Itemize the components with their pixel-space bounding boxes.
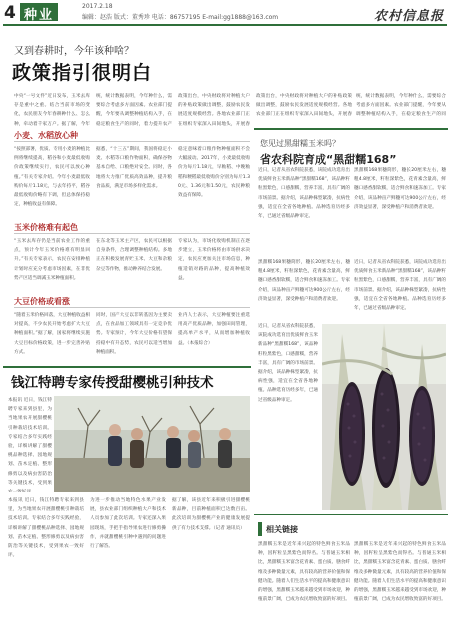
masthead bbox=[0, 0, 450, 26]
related-rule bbox=[254, 514, 448, 515]
related-col1: 黑甜糯玉米是近年来兴起的特色鲜食玉米品种，因籽粒呈黑紫色而得名。与普通玉米相比，黑甜糯玉米富含花青素、蛋白质、膳食纤维及多种微量元素，具有较高的营养价值和保健功能。随着人们生活水平的提高和健康意识的增强，黑甜糯玉米越来越受到市场欢迎，种植前景广阔，已成为农民增收致富的好项目。 bbox=[258, 542, 350, 603]
corn-photo bbox=[322, 324, 446, 510]
lead2-col1: 本报讯 近日，钱江特聘专家来到县里，为当地果农开展甜樱桃引种栽培技术培训。专家结合多年实践经验，详细讲解了甜樱桃品种选择、园地规划、苗木定植、整形修剪以及病虫害防治等关键技术，受到果农一致好评。 bbox=[8, 498, 84, 559]
lead2-col3: 据了解，该县近年来积极引进甜樱桃新品种，目前种植面积已达数百亩。此次培训为甜樱桃产业的健康发展提供了有力技术支撑。（记者 通讯员） bbox=[172, 498, 250, 531]
issue-editors: 编辑：赵浩 版式：董秀珍 电话：86757195 E-mail:gg1888@163.com bbox=[82, 14, 279, 21]
lead-col5: 统，统计数据表明，今年种什么，需要综合考虑多方面因素。农业部门提醒，今年要从调整种植结构入手，在稳定粮食生产的同 bbox=[356, 94, 446, 118]
feature-kicker: 您见过黑甜糯玉米吗？ bbox=[260, 139, 340, 148]
wheat-col2: 据悉，“十三五”期间，我国将稳定小麦、水稻等口粮作物面积，确保谷物基本自给、口粮绝对安全。同时，各地将大力推广优质高效品种，提升粮食品质，满足市场多样化需求。 bbox=[96, 147, 172, 189]
soy-col1: “随着玉米价格回落，大豆种植收益相对提高，不少农民开始考虑扩大大豆种植面积。”据了解，国家将继续实施大豆目标价格政策，进一步完善补贴方式。 bbox=[14, 313, 90, 355]
lead2-sidecol: 本报讯 近日，钱江特聘专家来到县里，为当地果农开展甜樱桃引种栽培技术培训。专家结合多年实践经验，详细讲解了甜樱桃品种选择、园地规划、苗木定植、整形修剪以及病虫害防治等关键技术，受到果 bbox=[8, 398, 52, 486]
lead-col1: 中央“一号文件”近日发布，玉米去库存是重中之重。结合当前市场的变化，农民朋友今年春耕种什么、怎么种，牵动着千家万户。据了解，今年 bbox=[14, 94, 90, 127]
orchard-photo bbox=[54, 396, 250, 492]
feature-col5: 近日，记者从省农科院获悉，该院成功选育出优质鲜食玉米新品种“黑甜糯168”，该品种籽粒黑紫色，口感甜糯，营养丰富，具有广阔的市场前景。据介绍，该品种株型紧凑，抗病性强，适宜在全省各地种植。品种选育历经多年，已通过省级品种审定。 bbox=[258, 324, 318, 403]
lead-col2: 统，统计数据表明，今年种什么，需要综合考虑多方面因素。农业部门提醒，今年要从调整种植结构入手，在稳定粮食生产的同时，着力提升农产 bbox=[96, 94, 172, 127]
issue-date: 2017.2.18 bbox=[82, 3, 113, 10]
lead-col3: 政策出台，中央财政将对种植大户的补贴政策做出调整，鼓励农民发展适度规模经营。各地农业部门正在组织专家深入田间地头，开展春 bbox=[178, 94, 250, 127]
corn-col1: “玉米去库存仍是当前农业工作的重点，预计今年玉米价格难有明显回升。”有关专家表示，农民在安排种植计划时应充分考虑市场因素，在非优势产区适当调减玉米种植面积。 bbox=[14, 239, 90, 281]
subhead-wheat-rice: 小麦、水稻放心种 bbox=[14, 131, 78, 140]
lead2-header bbox=[3, 368, 251, 394]
corn-col3: 专家认为，市场化收购机制正在逐步建立，玉米价格将由市场供求决定，农民应更加关注市场信息，种植适销对路的品种，提高种植效益。 bbox=[178, 239, 250, 281]
feature-title: 省农科院育成“黑甜糯168” bbox=[260, 153, 397, 166]
corn-col2: 在东北等玉米主产区，农民可以根据自身条件，合理调整种植结构。多地正在积极发展青贮玉米、大豆和杂粮杂豆等作物，推动种养结合发展。 bbox=[96, 239, 172, 272]
feature-col3: 黑甜糯168果穗筒形，穗长20厘米左右，穗粗4.8厘米，籽粒深紫色，花青素含量高，鲜穗口感香甜软糯，适合鲜食和速冻加工。专家介绍，该品种亩产鲜穗可达900公斤左右，经济效益显著，深受种植户和消费者欢迎。 bbox=[258, 260, 350, 302]
related-col2: 黑甜糯玉米是近年来兴起的特色鲜食玉米品种，因籽粒呈黑紫色而得名。与普通玉米相比，黑甜糯玉米富含花青素、蛋白质、膳食纤维及多种微量元素，具有较高的营养价值和保健功能。随着人们生活水平的提高和健康意识的增强，黑甜糯玉米越来越受到市场欢迎，种植前景广阔，已成为农民增收致富的好项目。 bbox=[354, 542, 446, 603]
subhead-soy: 大豆价格或看涨 bbox=[14, 297, 70, 306]
feature-col1: 近日，记者从省农科院获悉，该院成功选育出优质鲜食玉米新品种“黑甜糯168”，该品种籽粒黑紫色，口感甜糯，营养丰富，具有广阔的市场前景。据介绍，该品种株型紧凑，抗病性强，适宜在全省各地种植。品种选育历经多年，已通过省级品种审定。 bbox=[258, 168, 350, 220]
soy-col3: 业内人士表示，大豆种植要注重选用高产优质品种，加强田间管理，提高单产水平，从而增加种植收益。（本报综合） bbox=[178, 313, 250, 346]
lead2-rule-top bbox=[3, 366, 251, 368]
paper-name: 农村信息报 bbox=[373, 9, 444, 24]
subhead-rule bbox=[14, 141, 250, 142]
subhead-rule bbox=[14, 233, 250, 234]
section-name: 种业 bbox=[23, 8, 54, 23]
lead2-headline: 钱江特聘专家传授甜樱桃引种技术 bbox=[11, 375, 214, 391]
feature-col4: 近日，记者从省农科院获悉，该院成功选育出优质鲜食玉米新品种“黑甜糯168”，该品种籽粒黑紫色，口感甜糯，营养丰富，具有广阔的市场前景。据介绍，该品种株型紧凑，抗病性强，适宜在全省各地种植。品种选育历经多年，已通过省级品种审定。 bbox=[354, 260, 446, 312]
subhead-corn: 玉米价格难有起色 bbox=[14, 223, 78, 232]
lead-col4: 政策出台，中央财政将对种植大户的补贴政策做出调整，鼓励农民发展适度规模经营。各地农业部门正在组织专家深入田间地头，开展春 bbox=[256, 94, 352, 118]
lead-kicker: 又到春耕时，今年该种啥？ bbox=[14, 46, 134, 57]
soy-col2: 同时，国产大豆以非转基因为主要卖点，在食品加工领域具有一定竞争优势。专家预计，今年大豆价格有望保持稳中有升态势，农民可以适当增加种植面积。 bbox=[96, 313, 172, 355]
related-tag-label: 相关链接 bbox=[266, 525, 298, 534]
lead2-col2: 为进一步推动当地特色水果产业发展，县农业部门组织种植大户和技术人员参加了此次培训。专家还深入果园现场，手把手指导果农进行修剪操作，并就甜樱桃引种中遇到的问题进行了解答。 bbox=[90, 498, 166, 550]
wheat-col1: “按照部署，优质、专用小麦的种植比例将继续提高，稻谷和小麦最低收购价政策继续实行，农民可以放心种植。”有关专家介绍。今年小麦最低收购价每斤1.18元，与去年持平，稻谷最低收购价略有下调，但总体保持稳定，种植收益有保障。 bbox=[14, 147, 90, 208]
feature-col2: 黑甜糯168果穗筒形，穗长20厘米左右，穗粗4.8厘米，籽粒深紫色，花青素含量高，鲜穗口感香甜软糯，适合鲜食和速冻加工。专家介绍，该品种亩产鲜穗可达900公斤左右，经济效益显著，深受种植户和消费者欢迎。 bbox=[354, 168, 446, 210]
related-tag bbox=[258, 522, 308, 536]
subhead-rule bbox=[14, 307, 250, 308]
page-number: 4 bbox=[4, 3, 16, 23]
lead-headline: 政策指引很明白 bbox=[12, 62, 153, 84]
masthead-rule bbox=[3, 24, 447, 26]
wheat-col3: 稳定意味着口粮作物种植面积不会大幅波动。2017年，小麦最低收购价为每斤1.18元，早籼稻、中晚籼稻和粳稻最低收购价分别为每斤1.30元、1.36元和1.50元，农民种粮效益有保障。 bbox=[178, 147, 250, 199]
section-badge bbox=[20, 3, 58, 21]
